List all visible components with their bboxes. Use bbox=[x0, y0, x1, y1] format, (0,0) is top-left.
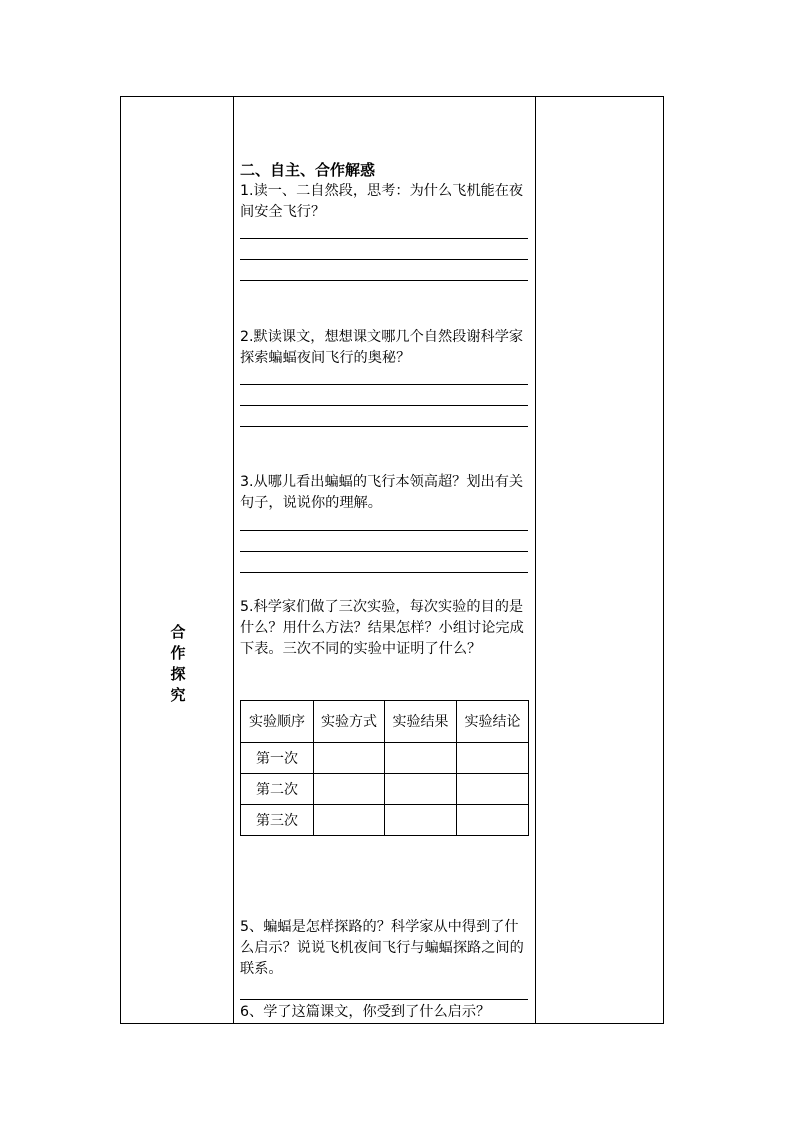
table-row bbox=[241, 743, 529, 774]
question-6: 6、学了这篇课文，你受到了什么启示？ bbox=[240, 1004, 491, 1020]
row-label: 第二次 bbox=[241, 774, 314, 805]
table-cell[interactable] bbox=[457, 805, 529, 836]
question-5-experiments: 5.科学家们做了三次实验，每次实验的目的是什么？用什么方法？结果怎样？小组讨论完成下表。三次不同的实验中证明了什么？ bbox=[240, 599, 524, 657]
row-label: 第三次 bbox=[241, 805, 314, 836]
question-5-bat-navigation: 5、蝙蝠是怎样探路的？科学家从中得到了什么启示？说说飞机夜间飞行与蝙蝠探路之间的联系。 bbox=[240, 919, 524, 977]
answer-line[interactable] bbox=[240, 384, 528, 385]
table-cell[interactable] bbox=[385, 805, 457, 836]
column-divider-left bbox=[233, 96, 234, 1024]
experiment-table bbox=[240, 700, 529, 836]
header-cell-method: 实验方式 bbox=[314, 701, 385, 743]
answer-line[interactable] bbox=[240, 551, 528, 552]
question-3: 3.从哪儿看出蝙蝠的飞行本领高超？划出有关句子，说说你的理解。 bbox=[240, 474, 524, 511]
question-1: 1.读一、二自然段，思考：为什么飞机能在夜间安全飞行？ bbox=[240, 183, 524, 220]
answer-line[interactable] bbox=[240, 426, 528, 427]
table-cell[interactable] bbox=[457, 743, 529, 774]
question-2: 2.默读课文，想想课文哪几个自然段谢科学家探索蝙蝠夜间飞行的奥秘？ bbox=[240, 329, 524, 366]
section-heading: 二、自主、合作解惑 bbox=[240, 161, 376, 179]
answer-line[interactable] bbox=[240, 530, 528, 531]
table-cell[interactable] bbox=[314, 774, 385, 805]
header-cell-order: 实验顺序 bbox=[241, 701, 314, 743]
worksheet-table bbox=[120, 96, 664, 1024]
answer-line[interactable] bbox=[240, 572, 528, 573]
table-cell[interactable] bbox=[385, 743, 457, 774]
answer-line[interactable] bbox=[240, 999, 528, 1000]
answer-line[interactable] bbox=[240, 259, 528, 260]
table-header-row bbox=[241, 701, 529, 743]
table-cell[interactable] bbox=[314, 805, 385, 836]
side-label-char-1: 合 bbox=[170, 623, 186, 641]
side-label-char-3: 探 bbox=[170, 665, 186, 683]
answer-line[interactable] bbox=[240, 238, 528, 239]
side-label-char-2: 作 bbox=[170, 644, 186, 662]
table-cell[interactable] bbox=[457, 774, 529, 805]
answer-line[interactable] bbox=[240, 280, 528, 281]
table-cell[interactable] bbox=[385, 774, 457, 805]
row-label: 第一次 bbox=[241, 743, 314, 774]
column-divider-right bbox=[535, 96, 536, 1024]
table-row bbox=[241, 805, 529, 836]
answer-line[interactable] bbox=[240, 405, 528, 406]
header-cell-result: 实验结果 bbox=[385, 701, 457, 743]
side-label-char-4: 究 bbox=[170, 686, 186, 704]
table-row bbox=[241, 774, 529, 805]
header-cell-conclusion: 实验结论 bbox=[457, 701, 529, 743]
table-cell[interactable] bbox=[314, 743, 385, 774]
